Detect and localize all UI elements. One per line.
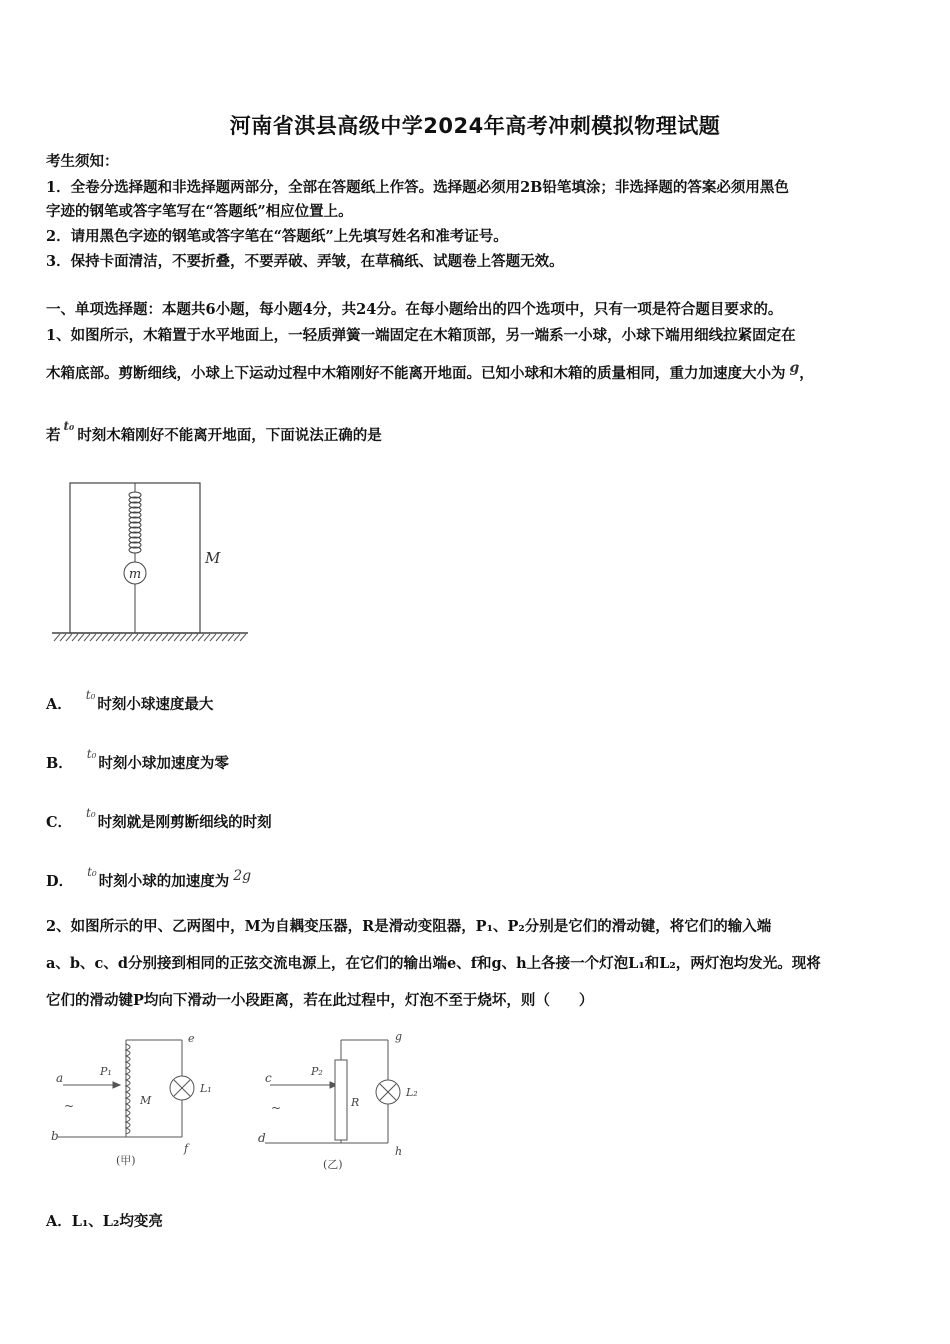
label-a: a: [56, 1071, 64, 1085]
q1-figure: [50, 478, 250, 653]
t0-symbol: t₀: [86, 806, 96, 820]
notice-item: 3．保持卡面清洁，不要折叠，不要弄破、弄皱，在草稿纸、试题卷上答题无效。: [46, 253, 564, 270]
q1-option-c[interactable]: [46, 806, 272, 832]
q1-line3-suffix: 时刻木箱刚好不能离开地面，下面说法正确的是: [77, 427, 382, 444]
label-p1: P₁: [100, 1065, 112, 1078]
option-letter: C．: [46, 814, 73, 831]
gravity-symbol: g: [789, 360, 800, 376]
t0-symbol: t₀: [87, 865, 97, 879]
label-tilde: ~: [64, 1099, 75, 1113]
option-letter: A．: [46, 1213, 72, 1230]
notice-item: 2．请用黑色字迹的钢笔或答字笔在“答题纸”上先填写姓名和准考证号。: [46, 228, 508, 245]
q1-option-b[interactable]: [46, 747, 229, 773]
label-m: M: [140, 1094, 152, 1107]
label-d: d: [258, 1131, 266, 1145]
q2-line2: a、b、c、d分别接到相同的正弦交流电源上，在它们的输出端e、f和g、h上各接一个灯泡L₁和L₂，两灯泡均发光。现将: [46, 955, 821, 972]
notice-heading: 考生须知：: [46, 153, 119, 170]
ground-hatch: [54, 634, 246, 641]
option-text: 时刻就是刚剪断细线的时刻: [97, 814, 272, 831]
label-e: e: [188, 1032, 195, 1045]
q1-line3: [46, 419, 382, 446]
q2-option-a[interactable]: [46, 1210, 163, 1231]
label-r: R: [351, 1096, 360, 1109]
figure-jia: [48, 1030, 238, 1170]
box-label: M: [205, 549, 221, 567]
q1-comma: ，: [799, 365, 814, 382]
label-l1: L₁: [200, 1082, 212, 1095]
section-heading: 一、单项选择题：本题共6小题，每小题4分，共24分。在每小题给出的四个选项中，只有一项是符合题目要求的。: [46, 301, 783, 318]
q1-line1: 1、如图所示，木箱置于水平地面上，一轻质弹簧一端固定在木箱顶部，另一端系一小球，小球下端用细线拉紧固定在: [46, 327, 796, 344]
q1-line2: [46, 360, 814, 384]
q1-line2-text: 木箱底部。剪断细线，小球上下运动过程中木箱刚好不能离开地面。已知小球和木箱的质量相同，重力加速度大小为: [46, 365, 786, 382]
ball-label: m: [128, 567, 142, 582]
page-title: 河南省淇县高级中学2024年高考冲刺模拟物理试题: [229, 114, 721, 138]
notice-item: 1．全卷分选择题和非选择题两部分，全部在答题纸上作答。选择题必须用2B铅笔填涂；非选择题的答案必须用黑色: [46, 179, 789, 196]
option-extra: 2g: [233, 868, 252, 884]
option-text: 时刻小球的加速度为: [98, 873, 230, 890]
t0-symbol: t₀: [63, 419, 75, 433]
label-p2: P₂: [311, 1065, 323, 1078]
q1-line3-prefix: 若: [46, 427, 61, 444]
notice-item: 字迹的钢笔或答字笔写在“答题纸”相应位置上。: [46, 203, 353, 220]
q1-option-a[interactable]: [46, 688, 214, 714]
option-text: L₁、L₂均变亮: [71, 1213, 163, 1230]
figure-yi: [255, 1030, 445, 1175]
q1-option-d[interactable]: [46, 865, 252, 891]
label-b: b: [51, 1129, 59, 1143]
caption-jia: (甲): [116, 1154, 136, 1167]
label-g: g: [395, 1030, 403, 1043]
caption-yi: (乙): [323, 1158, 343, 1171]
option-letter: B．: [46, 755, 73, 772]
option-letter: A．: [46, 696, 72, 713]
spring: [129, 483, 141, 562]
label-l: L₂: [406, 1086, 418, 1099]
label-tilde: ~: [271, 1101, 282, 1115]
label-c: c: [265, 1071, 272, 1085]
q2-line3: 它们的滑动键P均向下滑动一小段距离，若在此过程中，灯泡不至于烧坏，则（ ）: [46, 992, 594, 1009]
t0-symbol: t₀: [85, 688, 96, 702]
option-text: 时刻小球速度最大: [97, 696, 214, 713]
label-h: h: [395, 1145, 403, 1158]
label-f: f: [184, 1142, 189, 1155]
option-text: 时刻小球加速度为零: [98, 755, 229, 772]
t0-symbol: t₀: [86, 747, 97, 761]
option-letter: D．: [46, 873, 74, 890]
q2-line1: 2、如图所示的甲、乙两图中，M为自耦变压器，R是滑动变阻器，P₁、P₂分别是它们的滑动键，将它们的输入端: [46, 918, 772, 935]
